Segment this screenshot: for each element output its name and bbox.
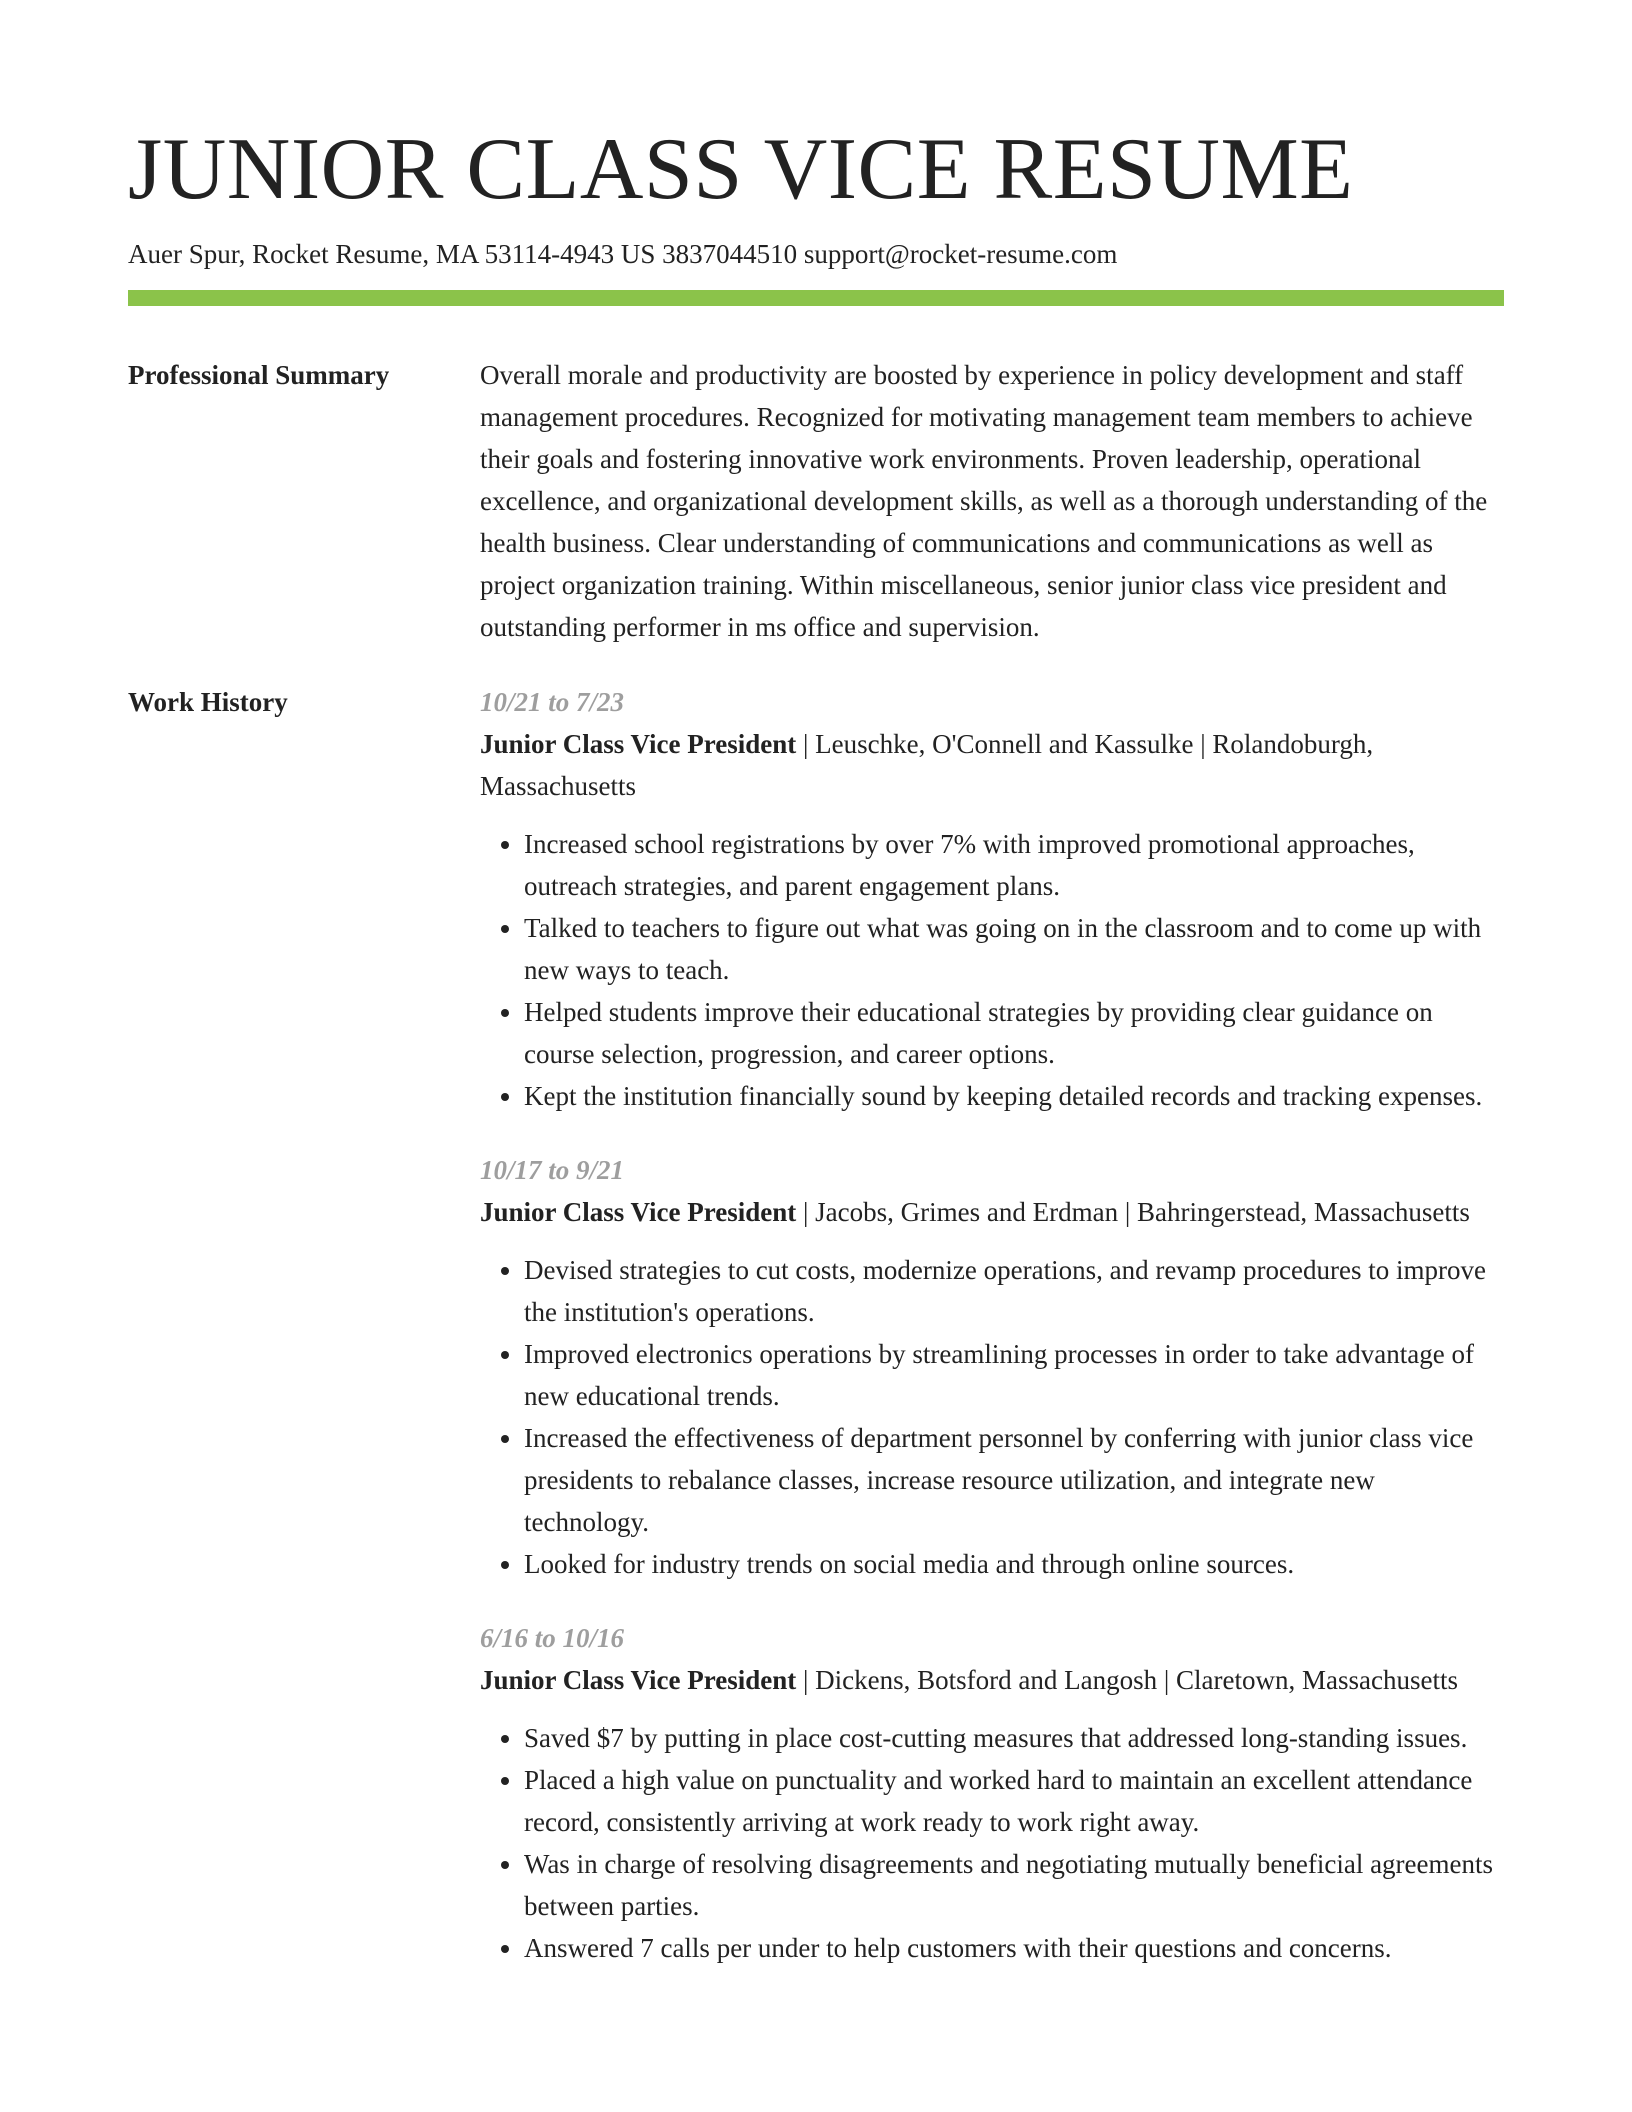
resume-title: JUNIOR CLASS VICE RESUME: [128, 121, 1354, 218]
job-bullet: • Improved electronics operations by streamlining processes in order to take advantage of new educational trends.: [524, 1333, 1504, 1417]
job-title: Junior Class Vice President: [480, 1197, 797, 1227]
job-bullet: • Answered 7 calls per under to help customers with their questions and concerns.: [524, 1927, 1504, 1969]
job-entry: [480, 1617, 1504, 1969]
professional-summary-body: [480, 354, 1504, 648]
job-title: Junior Class Vice President: [480, 1665, 797, 1695]
job-dates: 10/17 to 9/21: [480, 1155, 625, 1185]
job-employer-location: | Leuschke, O'Connell and Kassulke | Rolandoburgh, Massachusetts: [480, 729, 1374, 801]
job-bullet: • Helped students improve their educational strategies by providing clear guidance on course selection, progression, and career options.: [524, 991, 1504, 1075]
job-bullet: • Devised strategies to cut costs, modernize operations, and revamp procedures to improve the institution's operations.: [524, 1249, 1504, 1333]
job-heading: [480, 1191, 1504, 1233]
job-bullet: • Talked to teachers to figure out what was going on in the classroom and to come up with new ways to teach.: [524, 907, 1504, 991]
job-bullet-list: [480, 1249, 1504, 1585]
contact-line: Auer Spur, Rocket Resume, MA 53114-4943 US 3837044510 support@rocket-resume.com: [128, 239, 1118, 269]
job-bullet: • Increased school registrations by over 7% with improved promotional approaches, outreach strategies, and parent engagement plans.: [524, 823, 1504, 907]
resume-page: [128, 0, 1504, 2001]
job-bullet: • Increased the effectiveness of department personnel by conferring with junior class vice presidents to rebalance classes, increase resource utilization, and integrate new technology.: [524, 1417, 1504, 1543]
professional-summary-text: Overall morale and productivity are boosted by experience in policy development and staff management procedures. Recognized for motivating management team members to achieve their goals and fostering innovative work environments. Proven leadership, operational excellence, and organizational development skills, as well as a thorough understanding of the health business. Clear understanding of communications and communications as well as project organization training. Within miscellaneous, senior junior class vice president and outstanding performer in ms office and supervision.: [480, 360, 1488, 642]
work-history-body: [480, 681, 1504, 2001]
job-bullet: • Kept the institution financially sound by keeping detailed records and tracking expenses.: [524, 1075, 1504, 1117]
work-history-label: Work History: [128, 687, 288, 717]
job-bullet-list: [480, 823, 1504, 1117]
job-bullet: • Placed a high value on punctuality and worked hard to maintain an excellent attendance record, consistently arriving at work ready to work right away.: [524, 1759, 1504, 1843]
work-history-section: [128, 681, 1504, 2001]
professional-summary-section: [128, 354, 1504, 648]
job-entry: [480, 1149, 1504, 1585]
accent-divider: [128, 290, 1504, 306]
job-bullet: • Looked for industry trends on social media and through online sources.: [524, 1543, 1504, 1585]
job-dates: 6/16 to 10/16: [480, 1623, 625, 1653]
job-bullet: • Was in charge of resolving disagreements and negotiating mutually beneficial agreements between parties.: [524, 1843, 1504, 1927]
job-bullet: • Saved $7 by putting in place cost-cutting measures that addressed long-standing issues.: [524, 1717, 1504, 1759]
job-bullet-list: [480, 1717, 1504, 1969]
job-heading: [480, 723, 1504, 807]
professional-summary-label: Professional Summary: [128, 360, 390, 390]
job-title: Junior Class Vice President: [480, 729, 797, 759]
job-employer-location: | Jacobs, Grimes and Erdman | Bahringerstead, Massachusetts: [796, 1197, 1470, 1227]
job-employer-location: | Dickens, Botsford and Langosh | Claretown, Massachusetts: [796, 1665, 1458, 1695]
job-heading: [480, 1659, 1504, 1701]
job-entry: [480, 681, 1504, 1117]
job-dates: 10/21 to 7/23: [480, 687, 625, 717]
